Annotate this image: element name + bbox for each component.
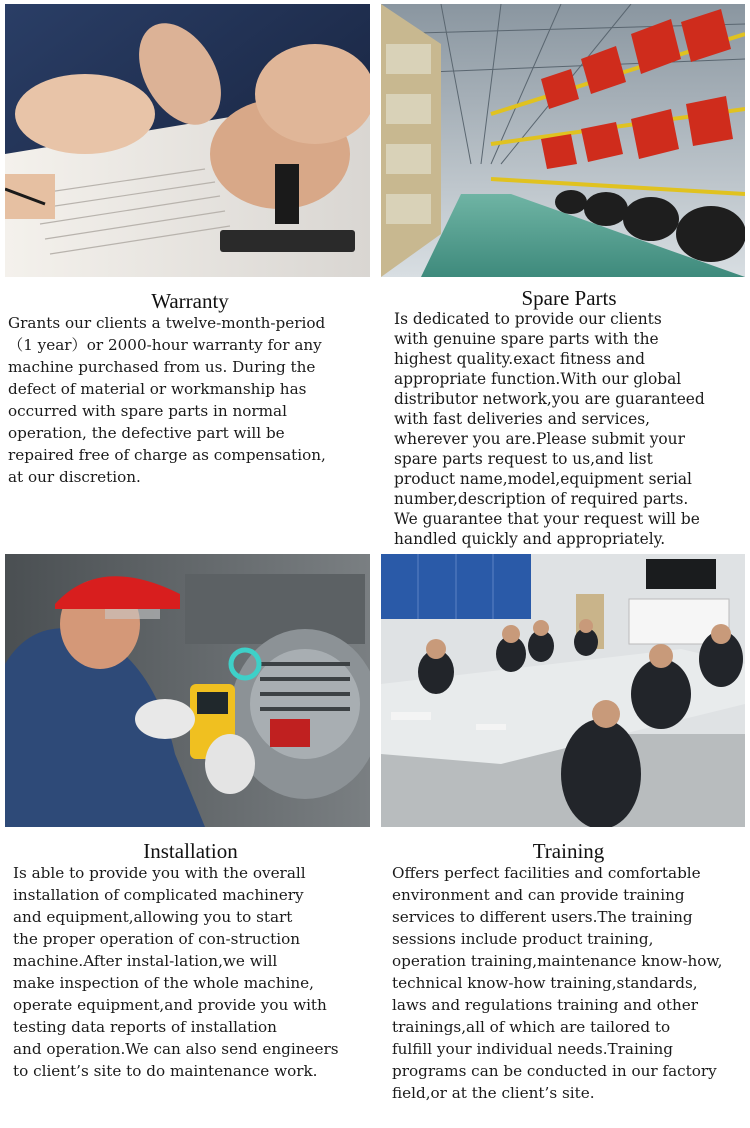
text-line: to client’s site to do maintenance work. bbox=[13, 1062, 318, 1080]
text-line: Offers perfect facilities and comfortable bbox=[392, 864, 701, 882]
text-line: at our discretion. bbox=[8, 468, 141, 486]
text-line: operation, the defective part will be bbox=[8, 424, 285, 442]
technician-multimeter-photo bbox=[5, 554, 370, 827]
text-line: number,description of required parts. bbox=[394, 490, 689, 508]
text-line: Is able to provide you with the overall bbox=[13, 864, 306, 882]
text-line: testing data reports of installation bbox=[13, 1018, 277, 1036]
text-line: machine purchased from us. During the bbox=[8, 358, 316, 376]
spare-parts-text bbox=[394, 309, 744, 549]
text-line: field,or at the client’s site. bbox=[392, 1084, 595, 1102]
installation-section bbox=[13, 840, 368, 1082]
document-stamp-photo bbox=[5, 4, 370, 277]
warranty-heading: Warranty bbox=[151, 289, 229, 313]
text-line: defect of material or workmanship has bbox=[8, 380, 307, 398]
warehouse-buckets-photo bbox=[381, 4, 745, 277]
text-line: laws and regulations training and other bbox=[392, 996, 698, 1014]
warranty-section bbox=[8, 290, 372, 488]
text-line: with genuine spare parts with the bbox=[394, 330, 659, 348]
spare-parts-section bbox=[394, 287, 744, 549]
text-line: the proper operation of con-struction bbox=[13, 930, 300, 948]
text-line: with fast deliveries and services, bbox=[394, 410, 651, 428]
text-line: Grants our clients a twelve-month-period bbox=[8, 314, 326, 332]
warranty-text bbox=[8, 312, 372, 488]
text-line: product name,model,equipment serial bbox=[394, 470, 692, 488]
installation-heading: Installation bbox=[143, 839, 238, 863]
text-line: We guarantee that your request will be bbox=[394, 510, 700, 528]
text-line: （1 year）or 2000-hour warranty for any bbox=[8, 336, 322, 354]
text-line: services to different users.The training bbox=[392, 908, 693, 926]
text-line: programs can be conducted in our factory bbox=[392, 1062, 717, 1080]
text-line: technical know-how training,standards, bbox=[392, 974, 698, 992]
text-line: appropriate function.With our global bbox=[394, 370, 682, 388]
training-heading: Training bbox=[532, 839, 605, 863]
text-line: fulfill your individual needs.Training bbox=[392, 1040, 673, 1058]
text-line: and equipment,allowing you to start bbox=[13, 908, 293, 926]
text-line: sessions include product training, bbox=[392, 930, 654, 948]
text-line: handled quickly and appropriately. bbox=[394, 530, 666, 548]
text-line: wherever you are.Please submit your bbox=[394, 430, 685, 448]
text-line: machine.After instal-lation,we will bbox=[13, 952, 278, 970]
text-line: make inspection of the whole machine, bbox=[13, 974, 314, 992]
text-line: Is dedicated to provide our clients bbox=[394, 310, 662, 328]
installation-text bbox=[13, 862, 368, 1082]
spare-parts-heading: Spare Parts bbox=[521, 286, 617, 310]
meeting-room-photo bbox=[381, 554, 745, 827]
training-section bbox=[392, 840, 745, 1104]
text-line: occurred with spare parts in normal bbox=[8, 402, 287, 420]
text-line: repaired free of charge as compensation, bbox=[8, 446, 326, 464]
text-line: highest quality.exact fitness and bbox=[394, 350, 645, 368]
text-line: spare parts request to us,and list bbox=[394, 450, 653, 468]
text-line: operation training,maintenance know-how, bbox=[392, 952, 723, 970]
text-line: environment and can provide training bbox=[392, 886, 685, 904]
text-line: and operation.We can also send engineers bbox=[13, 1040, 339, 1058]
text-line: operate equipment,and provide you with bbox=[13, 996, 327, 1014]
training-text bbox=[392, 862, 745, 1104]
text-line: distributor network,you are guaranteed bbox=[394, 390, 705, 408]
text-line: trainings,all of which are tailored to bbox=[392, 1018, 671, 1036]
text-line: installation of complicated machinery bbox=[13, 886, 304, 904]
